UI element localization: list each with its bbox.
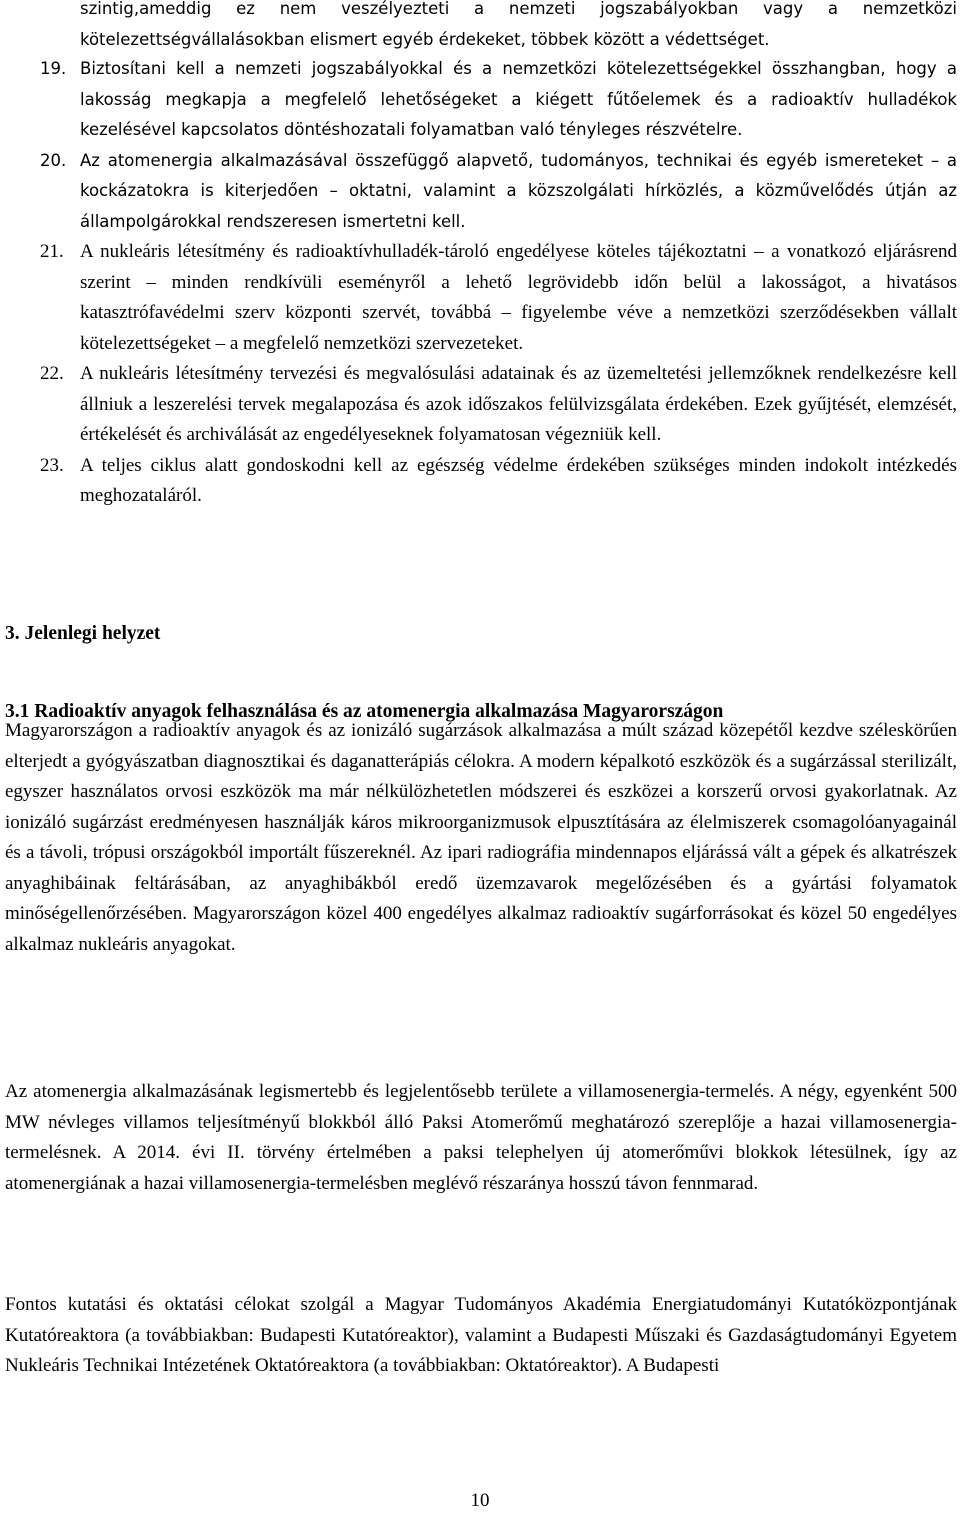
continued-paragraph: szintig,ameddig ez nem veszélyezteti a nemzeti jogszabályokban vagy a nemzetközi kötelezettségvállalásokban elismert egyéb érdekeket, többek között a védettséget. xyxy=(80,0,957,49)
list-item-number: 19. xyxy=(40,59,67,78)
list-item xyxy=(40,146,957,238)
paragraph xyxy=(5,1077,957,1199)
list-item-text: A nukleáris létesítmény és radioaktívhulladék-tároló engedélyese köteles tájékoztatni – a vonatkozó eljárásrend szerint – minden rendkívüli eseményről a lehető legrövidebb időn belül a lakosságot, a hivatásos katasztrófavédelmi szerv központi szervét, továbbá – figyelembe véve a nemzetközi szerződésekben vállalt kötelezettségeket – a megfelelő nemzetközi szervezeteket. xyxy=(80,241,957,354)
page-number: 10 xyxy=(470,1490,490,1511)
list-item-number: 20. xyxy=(40,150,67,170)
list-item-text: A nukleáris létesítmény tervezési és megvalósulási adatainak és az üzemeltetési jellemzőknek rendelkezésre kell állniuk a leszerelési tervek megalapozása és azok időszakos felülvizsgálata érdekében. Ezek gyűjtését, elemzését, értékelését és archiválását az engedélyeseknek folyamatosan végezniük kell. xyxy=(80,363,957,445)
paragraph-text: Az atomenergia alkalmazásának legismertebb és legjelentősebb területe a villamosenergia-termelés. A négy, egyenként 500 MW névleges villamos teljesítményű blokkból álló Paksi Atomerőmű meghatározó szereplője a hazai villamosenergia-termelésnek. A 2014. évi II. törvény értelmében a paksi telephelyen új atomerőművi blokkok létesülnek, így az atomenergiának a hazai villamosenergia-termelésben meglévő részaránya hosszú távon fennmarad. xyxy=(5,1081,957,1194)
section-heading: 3. Jelenlegi helyzet xyxy=(5,623,161,644)
list-item xyxy=(40,451,957,512)
list-item-text: Biztosítani kell a nemzeti jogszabályokkal és a nemzetközi kötelezettségekkel összhangban, hogy a lakosság megkapja a megfelelő lehetőségeket a kiégett fűtőelemek és a radioaktív hulladékok kezelésével kapcsolatos döntéshozatali folyamatban való tényleges részvételre. xyxy=(80,59,957,139)
list-item-number: 22. xyxy=(40,363,64,384)
list-item-text: A teljes ciklus alatt gondoskodni kell az egészség védelme érdekében szükséges minden indokolt intézkedés meghozataláról. xyxy=(80,454,957,506)
list-item xyxy=(40,359,957,451)
list-item-number: 21. xyxy=(40,241,64,262)
list-item xyxy=(40,237,957,359)
paragraph-text: Fontos kutatási és oktatási célokat szolgál a Magyar Tudományos Akadémia Energiatudományi Kutatóközpontjának Kutatóreaktora (a továbbiakban: Budapesti Kutatóreaktor), valamint a Budapesti Műszaki és Gazdaságtudományi Egyetem Nukleáris Technikai Intézetének Oktatóreaktora (a továbbiakban: Oktatóreaktor). A Budapesti xyxy=(5,1294,957,1376)
list-item-text: Az atomenergia alkalmazásával összefüggő alapvető, tudományos, technikai és egyéb ismereteket – a kockázatokra is kiterjedően – oktatni, valamint a közszolgálati hírközlés, a közművelődés útján az állampolgárokkal rendszeresen ismertetni kell. xyxy=(80,150,957,231)
paragraph xyxy=(5,716,957,960)
list-item-number: 23. xyxy=(40,454,64,476)
subsection-heading: 3.1 Radioaktív anyagok felhasználása és az atomenergia alkalmazása Magyarországon xyxy=(5,701,724,722)
numbered-list xyxy=(40,54,957,512)
paragraph xyxy=(5,1290,957,1382)
paragraph-text: Magyarországon a radioaktív anyagok és az ionizáló sugárzások alkalmazása a múlt század közepétől kezdve széleskörűen elterjedt a gyógyászatban diagnosztikai és daganatterápiás célokra. A modern képalkotó eszközök és a sugárzással sterilizált, egyszer használatos orvosi eszközök ma már nélkülözhetetlen módszerei és eszközei a korszerű orvosi gyakorlatnak. Az ionizáló sugárzást eredményesen használják káros mikroorganizmusok elpusztítására az élelmiszerek csomagolóanyagainál és a távoli, trópusi országokból importált fűszereknél. Az ipari radiográfia mindennapos eljárássá vált a gépek és alkatrészek anyaghibáinak feltárásában, az anyaghibákból eredő üzemzavarok megelőzésében és a gyártási folyamatok minőségellenőrzésében. Magyarországon közel 400 engedélyes alkalmaz radioaktív sugárforrásokat és közel 50 engedélyes alkalmaz nukleáris anyagokat. xyxy=(5,720,957,955)
list-item xyxy=(40,54,957,146)
